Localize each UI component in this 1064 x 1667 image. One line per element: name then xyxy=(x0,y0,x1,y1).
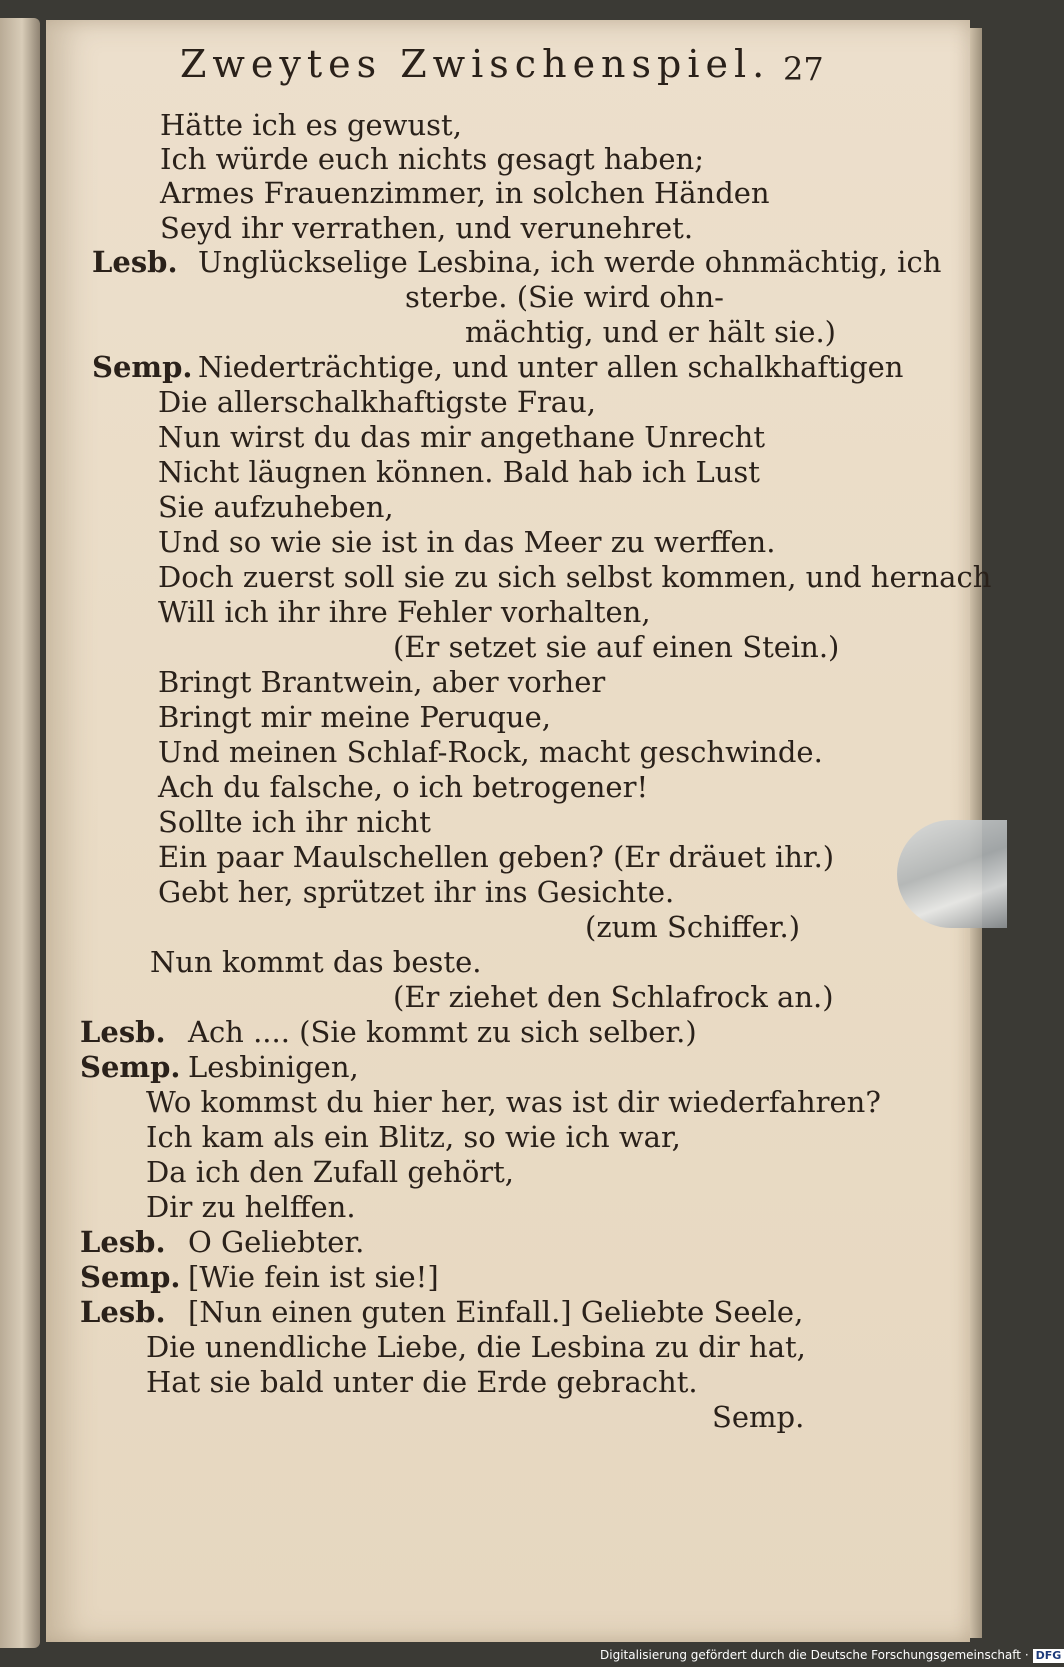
text-line: Will ich ihr ihre Fehler vorhalten, xyxy=(158,595,651,629)
running-head: Zweytes Zwischenspiel. xyxy=(180,42,771,86)
dfg-logo: DFG xyxy=(1033,1649,1064,1663)
text-line: Dir zu helffen. xyxy=(146,1190,356,1224)
text-line: Da ich den Zufall gehört, xyxy=(146,1155,515,1189)
text-line: Ich kam als ein Blitz, so wie ich war, xyxy=(146,1120,681,1154)
text-line: Wo kommst du hier her, was ist dir wiederfahren? xyxy=(146,1085,881,1119)
text-line: Hat sie bald unter die Erde gebracht. xyxy=(146,1365,698,1399)
text-line: O Geliebter. xyxy=(188,1225,365,1259)
text-line: Bringt Brantwein, aber vorher xyxy=(158,665,606,699)
text-line: Hätte ich es gewust, xyxy=(160,108,462,142)
text-line: Niederträchtige, und unter allen schalkhaftigen xyxy=(198,350,904,384)
text-line: Und so wie sie ist in das Meer zu werffen. xyxy=(158,525,776,559)
text-line: Unglückselige Lesbina, ich werde ohnmächtig, ich xyxy=(198,245,942,279)
text-line: Nun kommt das beste. xyxy=(150,945,482,979)
text-line: [Wie fein ist sie!] xyxy=(188,1260,439,1294)
text-line: Die unendliche Liebe, die Lesbina zu dir hat, xyxy=(146,1330,806,1364)
text-line: Ein paar Maulschellen geben? (Er dräuet ihr.) xyxy=(158,840,835,874)
text-line: Seyd ihr verrathen, und verunehret. xyxy=(160,211,694,245)
text-line: Armes Frauenzimmer, in solchen Händen xyxy=(160,176,770,210)
speaker-label: Lesb. xyxy=(80,1225,166,1259)
speaker-label: Lesb. xyxy=(92,245,178,279)
speaker-label: Semp. xyxy=(80,1050,181,1084)
text-line: Gebt her, sprützet ihr ins Gesichte. xyxy=(158,875,675,909)
speaker-label: Semp. xyxy=(80,1260,181,1294)
text-line: Sie aufzuheben, xyxy=(158,490,394,524)
stage-direction: (Er setzet sie auf einen Stein.) xyxy=(393,630,840,664)
page-number: 27 xyxy=(783,50,824,88)
stage-direction: (Er ziehet den Schlafrock an.) xyxy=(393,980,834,1014)
text-line: Nun wirst du das mir angethane Unrecht xyxy=(158,420,766,454)
text-line: Bringt mir meine Peruque, xyxy=(158,700,551,734)
text-line: Sollte ich ihr nicht xyxy=(158,805,431,839)
text-line: Ach .... (Sie kommt zu sich selber.) xyxy=(188,1015,697,1049)
speaker-label: Lesb. xyxy=(80,1015,166,1049)
text-line: Und meinen Schlaf-Rock, macht geschwinde. xyxy=(158,735,823,769)
text-line: Nicht läugnen können. Bald hab ich Lust xyxy=(158,455,760,489)
stage-direction: (zum Schiffer.) xyxy=(585,910,801,944)
text-line: Lesbinigen, xyxy=(188,1050,359,1084)
catchword: Semp. xyxy=(712,1400,805,1434)
credit-text: Digitalisierung gefördert durch die Deutsche Forschungsgemeinschaft · xyxy=(600,1648,1029,1662)
text-line: Ach du falsche, o ich betrogener! xyxy=(158,770,649,804)
speaker-label: Lesb. xyxy=(80,1295,166,1329)
text-line: sterbe. (Sie wird ohn- xyxy=(405,280,724,314)
text-line: Die allerschalkhaftigste Frau, xyxy=(158,385,596,419)
speaker-label: Semp. xyxy=(92,350,193,384)
text-line: [Nun einen guten Einfall.] Geliebte Seele, xyxy=(188,1295,804,1329)
text-line: Doch zuerst soll sie zu sich selbst kommen, und hernach xyxy=(158,560,992,594)
text-line: mächtig, und er hält sie.) xyxy=(465,315,836,349)
digitization-credit xyxy=(600,1645,1062,1665)
text-line: Ich würde euch nichts gesagt haben; xyxy=(160,142,704,176)
